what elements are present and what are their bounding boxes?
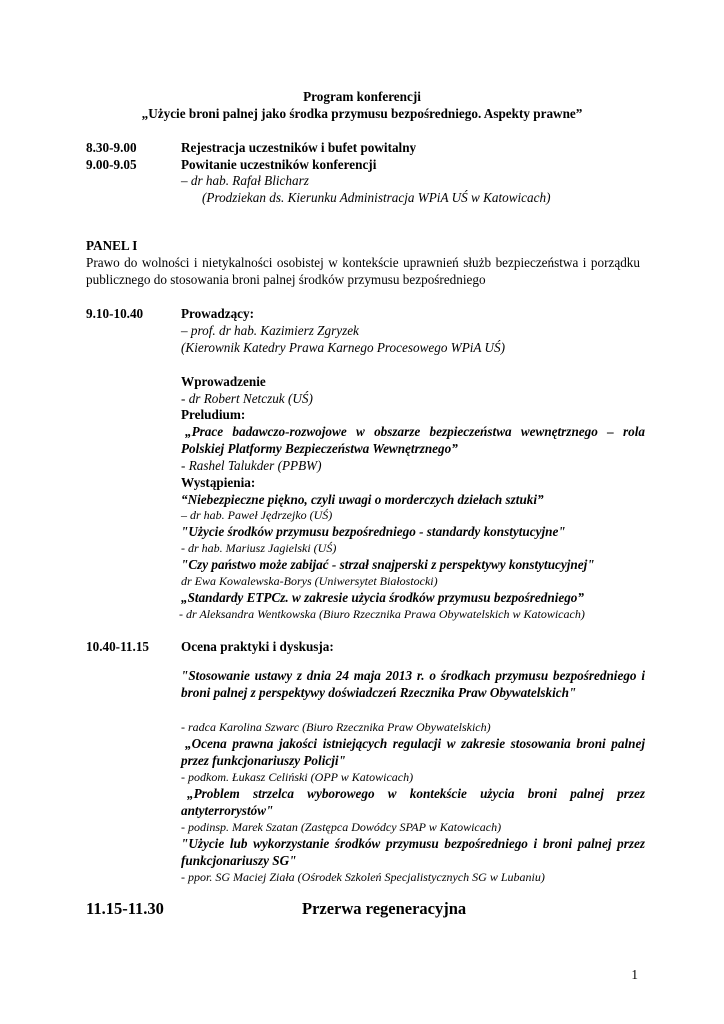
talk-title: "Użycie lub wykorzystanie środków przymusu bezpośredniego i broni palnej przez funkcjonariuszy SG" [181, 836, 645, 868]
talks-label: Wystąpienia: [181, 475, 256, 490]
talk-title: „Ocena prawna jakości istniejących regulacji w zakresie stosowania broni palnej przez funkcjonariuszy Policji" [181, 736, 645, 768]
talk-speaker: dr Ewa Kowalewska-Borys (Uniwersytet Białostocki) [181, 574, 438, 588]
talk-speaker: - dr Aleksandra Wentkowska (Biuro Rzecznika Prawa Obywatelskich w Katowicach) [179, 607, 585, 621]
prelude-title: „Prace badawczo-rozwojowe w obszarze bezpieczeństwa wewnętrznego – rola Polskiej Platformy Bezpieczeństwa Wewnętrznego” [181, 424, 645, 456]
moderator-name: – prof. dr hab. Kazimierz Zgryzek [181, 323, 359, 338]
discussion-label: Ocena praktyki i dyskusja: [181, 639, 334, 654]
schedule-time: 10.40-11.15 [86, 639, 150, 654]
schedule-item: Powitanie uczestników konferencji [181, 157, 377, 172]
conference-title: „Użycie broni palnej jako środka przymusu bezpośredniego. Aspekty prawne” [141, 106, 583, 121]
prelude-speaker: - Rashel Talukder (PPBW) [181, 458, 322, 473]
page-number: 1 [631, 967, 638, 982]
prelude-label: Preludium: [181, 407, 246, 422]
talk-speaker: - radca Karolina Szwarc (Biuro Rzecznika Praw Obywatelskich) [181, 720, 491, 734]
talk-speaker: - podinsp. Marek Szatan (Zastępca Dowódcy SPAP w Katowicach) [181, 820, 502, 834]
schedule-time: 8.30-9.00 [86, 140, 137, 155]
talk-title: "Użycie środków przymusu bezpośredniego - standardy konstytucyjne" [181, 524, 566, 539]
talk-speaker: – dr hab. Paweł Jędrzejko (UŚ) [181, 508, 333, 522]
intro-speaker: - dr Robert Netczuk (UŚ) [181, 391, 313, 406]
talk-title: “Niebezpieczne piękno, czyli uwagi o morderczych dziełach sztuki” [181, 492, 544, 507]
break-time: 11.15-11.30 [86, 899, 164, 918]
break-label: Przerwa regeneracyjna [302, 899, 467, 918]
talk-title: „Problem strzelca wyborowego w kontekście użycia broni palnej przez antyterrorystów" [181, 786, 645, 818]
program-title: Program konferencji [303, 89, 421, 104]
moderator-affiliation: (Kierownik Katedry Prawa Karnego Procesowego WPiA UŚ) [181, 340, 506, 355]
talk-title: "Stosowanie ustawy z dnia 24 maja 2013 r. o środkach przymusu bezpośredniego i broni palnej z perspektywy doświadczeń Rzecznika Praw Obywatelskich" [181, 668, 645, 700]
welcome-speaker: – dr hab. Rafał Blicharz [181, 173, 309, 188]
talk-speaker: - ppor. SG Maciej Ziała (Ośrodek Szkoleń Specjalistycznych SG w Lubaniu) [181, 870, 545, 884]
talk-speaker: - podkom. Łukasz Celiński (OPP w Katowicach) [181, 770, 414, 784]
talk-title: "Czy państwo może zabijać - strzał snajperski z perspektywy konstytucyjnej" [181, 557, 595, 572]
talk-title: „Standardy ETPCz. w zakresie użycia środków przymusu bezpośredniego” [181, 590, 584, 605]
schedule-item: Rejestracja uczestników i bufet powitalny [181, 140, 417, 155]
schedule-time: 9.00-9.05 [86, 157, 137, 172]
intro-label: Wprowadzenie [181, 374, 266, 389]
panel-description: Prawo do wolności i nietykalności osobistej w kontekście uprawnień służb bezpieczeństwa i porządku publicznego do stosowania broni palnej środków przymusu bezpośredniego [86, 255, 640, 287]
welcome-affiliation: (Prodziekan ds. Kierunku Administracja WPiA UŚ w Katowicach) [202, 190, 551, 205]
panel-heading: PANEL I [86, 238, 138, 253]
talk-speaker: - dr hab. Mariusz Jagielski (UŚ) [181, 541, 337, 555]
moderator-label: Prowadzący: [181, 306, 255, 321]
schedule-time: 9.10-10.40 [86, 306, 144, 321]
